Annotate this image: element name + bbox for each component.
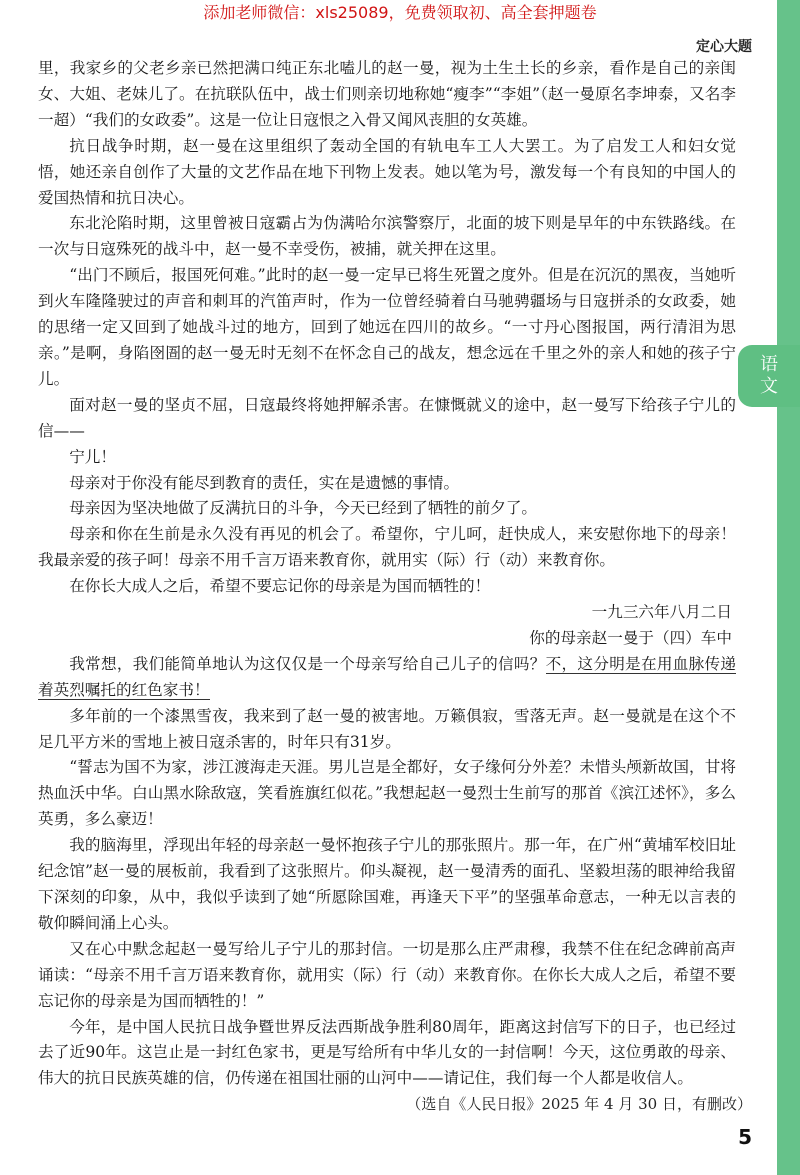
section-title: 定心大题	[696, 39, 752, 55]
subject-tab-char-1: 语	[760, 354, 778, 375]
paragraph-text: 我常想，我们能简单地认为这仅仅是一个母亲写给自己儿子的信吗？	[69, 654, 546, 673]
subject-tab-char-2: 文	[760, 376, 778, 397]
paragraph: “出门不顾后，报国死何难。”此时的赵一曼一定早已将生死置之度外。但是在沉沉的黑夜，当她听到火车隆隆驶过的声音和刺耳的汽笛声时，作为一位曾经骑着白马驰骋疆场与日寇拼杀的女政委，她的思绪一定又回到了她战斗过的地方，回到了她远在四川的故乡。“一寸丹心图报国，两行清泪为思亲。”是啊，身陷囹圄的赵一曼无时无刻不在怀念自己的战友，想念远在千里之外的亲人和她的孩子宁儿。	[38, 266, 736, 388]
underlined-sentence: 不，这分明是在用血脉传递着英烈嘱托的红色家书！	[38, 654, 736, 699]
paragraph: 又在心中默念起赵一曼写给儿子宁儿的那封信。一切是那么庄严肃穆，我禁不住在纪念碑前高声诵读：“母亲不用千言万语来教育你，就用实（际）行（动）来教育你。在你长大成人之后，希望不要忘记你的母亲是为国而牺牲的！”	[38, 939, 736, 1010]
paragraph: 多年前的一个漆黑雪夜，我来到了赵一曼的被害地。万籁俱寂，雪落无声。赵一曼就是在这个不足几平方米的雪地上被日寇杀害的，时年只有31岁。	[38, 706, 736, 751]
letter-greeting: 宁儿！	[69, 447, 116, 466]
paragraph: 里，我家乡的父老乡亲已然把满口纯正东北嗑儿的赵一曼，视为土生土长的乡亲，看作是自己的亲闺女、大姐、老妹儿了。在抗联队伍中，战士们则亲切地称她“瘦李”“李姐”（赵一曼原名李坤泰，又名李一超）“我们的女政委”。这是一位让日寇恨之入骨又闻风丧胆的女英雄。	[38, 59, 736, 129]
paragraph: 东北沦陷时期，这里曾被日寇霸占为伪满哈尔滨警察厅，北面的坡下则是早年的中东铁路线。在一次与日寇殊死的战斗中，赵一曼不幸受伤，被捕，就关押在这里。	[38, 214, 736, 259]
paragraph: “誓志为国不为家，涉江渡海走天涯。男儿岂是全都好，女子缘何分外差？未惜头颅新故国，甘将热血沃中华。白山黑水除敌寇，笑看旌旗红似花。”我想起赵一曼烈士生前写的那首《滨江述怀》，多么英勇，多么豪迈！	[38, 758, 736, 829]
side-color-bar	[777, 0, 800, 1175]
paragraph	[38, 652, 736, 704]
page-number: 5	[738, 1125, 752, 1149]
subject-tab	[738, 345, 800, 407]
paragraph: 抗日战争时期，赵一曼在这里组织了轰动全国的有轨电车工人大罢工。为了启发工人和妇女觉悟，她还亲自创作了大量的文艺作品在地下刊物上发表。她以笔为号，激发每一个有良知的中国人的爱国热情和抗日决心。	[38, 136, 736, 207]
promo-banner: 添加老师微信：xls25089，免费领取初、高全套押题卷	[203, 3, 597, 22]
paragraph: 面对赵一曼的坚贞不屈，日寇最终将她押解杀害。在慷慨就义的途中，赵一曼写下给孩子宁儿的信——	[38, 395, 736, 440]
letter-line: 母亲因为坚决地做了反满抗日的斗争，今天已经到了牺牲的前夕了。	[69, 499, 538, 518]
paragraph: 我的脑海里，浮现出年轻的母亲赵一曼怀抱孩子宁儿的那张照片。那一年，在广州“黄埔军校旧址纪念馆”赵一曼的展板前，我看到了这张照片。仰头凝视，赵一曼清秀的面孔、坚毅坦荡的眼神给我留下深刻的印象，从中，我似乎读到了她“所愿除国难，再逢天下平”的坚强革命意志，一种无以言表的敬仰瞬间涌上心头。	[38, 836, 736, 932]
source-citation: （选自《人民日报》2025 年 4 月 30 日，有删改）	[406, 1095, 752, 1113]
letter-line: 母亲对于你没有能尽到教育的责任，实在是遗憾的事情。	[69, 473, 460, 492]
letter-line: 母亲和你在生前是永久没有再见的机会了。希望你，宁儿呵，赶快成人，来安慰你地下的母亲！我最亲爱的孩子呵！母亲不用千言万语来教育你，就用实（际）行（动）来教育你。	[38, 525, 736, 570]
paragraph: 今年，是中国人民抗日战争暨世界反法西斯战争胜利80周年，距离这封信写下的日子，也已经过去了近90年。这岂止是一封红色家书，更是写给所有中华儿女的一封信啊！今天，这位勇敢的母亲、伟大的抗日民族英雄的信，仍传递在祖国壮丽的山河中——请记住，我们每一个人都是收信人。	[38, 1017, 736, 1088]
letter-date: 一九三六年八月二日	[591, 603, 732, 622]
letter-line: 在你长大成人之后，希望不要忘记你的母亲是为国而牺牲的！	[69, 577, 491, 596]
article-body	[38, 56, 736, 1092]
letter-signature: 你的母亲赵一曼于（四）车中	[529, 628, 732, 647]
